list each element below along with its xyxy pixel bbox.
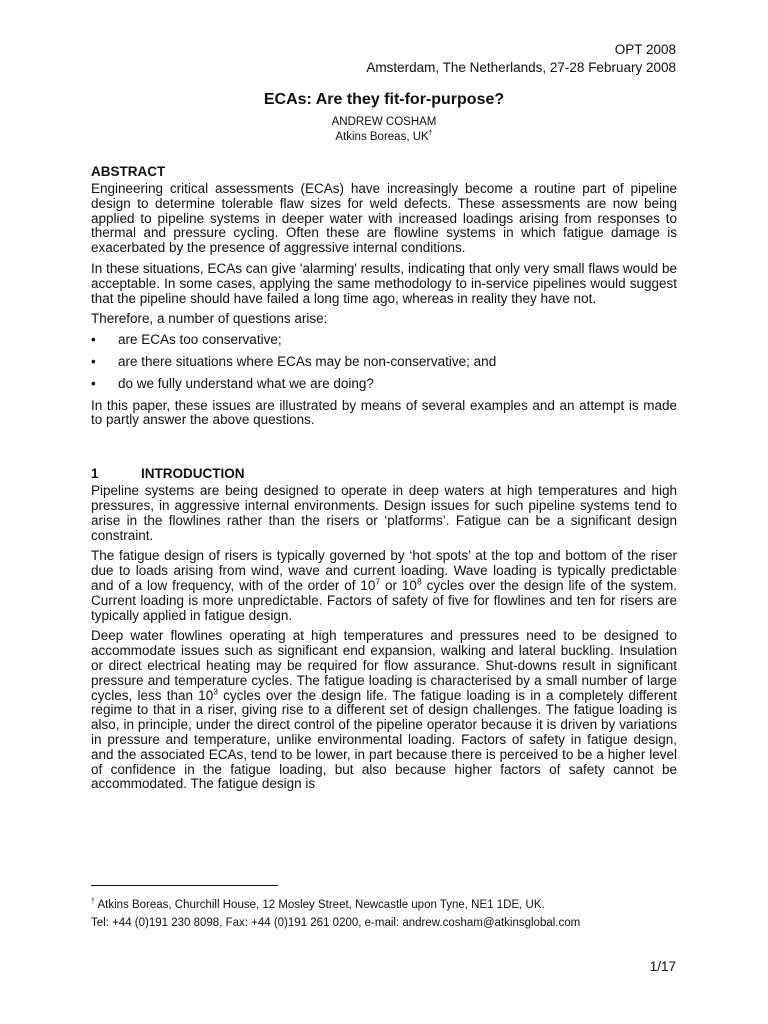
footnote-divider — [91, 885, 278, 886]
author-block — [0, 115, 768, 145]
paper-title: ECAs: Are they fit-for-purpose? — [263, 91, 505, 108]
conference-name: OPT 2008 — [614, 42, 676, 57]
author-name: ANDREW COSHAM — [331, 116, 437, 128]
page-number: 1/17 — [649, 959, 676, 974]
question-list — [91, 333, 677, 391]
conference-location: Amsterdam, The Netherlands, 27-28 February 2008 — [366, 60, 676, 75]
abstract-paragraph-2: In these situations, ECAs can give 'alarming' results, indicating that only very small flaws would be acceptable. In some cases, applying the same methodology to in-service pipelines would suggest that the pipeline should have failed a long time ago, whereas in reality they have not. — [91, 260, 677, 306]
section-heading-introduction — [91, 466, 677, 482]
footnote-contact: Tel: +44 (0)191 230 8098, Fax: +44 (0)191 261 0200, e-mail: andrew.cosham@atkinsglobal.com — [91, 917, 581, 929]
abstract-paragraph-3: Therefore, a number of questions arise: — [91, 311, 328, 327]
conference-header — [366, 41, 676, 77]
intro-paragraph-2: The fatigue design of risers is typically governed by ‘hot spots’ at the top and bottom of the riser due to loads arising from wind, wave and current loading. Wave loading is typically predictable and of a low frequency, with of the order of $10^7$ or $10^8$ cycles over the design life of the system. Current loading is more unpredictable. Factors of safety of five for flowlines and ten for risers are typically applied in fatigue design. — [91, 548, 677, 623]
list-item: • are there situations where ECAs may be non-conservative; and — [91, 355, 677, 370]
affiliation-footnote-mark: † — [428, 130, 433, 138]
abstract-paragraph-4: In this paper, these issues are illustrated by means of several examples and an attempt is made to partly answer the above questions. — [91, 397, 677, 428]
section-number: 1 — [91, 466, 99, 482]
intro-paragraph-3: Deep water flowlines operating at high temperatures and pressures need to be designed to accommodate issues such as significant end expansion, walking and lateral buckling. Insulation or direct electrical heating may be required for flow assurance. Shut-downs result in significant pressure and temperature cycles. The fatigue loading is characterised by a small number of large cycles, less than $10^3$ cycles over the design life. The fatigue loading is in a completely different regime to that in a riser, giving rise to a different set of design challenges. The fatigue loading is also, in principle, under the direct control of the pipeline operator because it is driven by variations in pressure and temperature, unlike environmental loading. Factors of safety in fatigue design, and the associated ECAs, tend to be lower, in part because there is perceived to be a higher level of confidence in the fatigue loading, but also because higher factors of safety cannot be accommodated. The fatigue design is — [91, 628, 677, 792]
section-title: INTRODUCTION — [141, 466, 245, 482]
abstract-heading: ABSTRACT — [91, 164, 166, 179]
abstract-paragraph-1: Engineering critical assessments (ECAs) have increasingly become a routine part of pipeline design to determine tolerable flaw sizes for weld defects. These assessments are now being applied to pipeline systems in deeper water with increased loadings arising from responses to thermal and pressure cycling. Often these are flowline systems in which fatigue damage is exacerbated by the presence of aggressive internal conditions. — [91, 181, 677, 256]
intro-paragraph-1: Pipeline systems are being designed to operate in deep waters at high temperatures and high pressures, in aggressive internal environments. Design issues for such pipeline systems tend to arise in the flowlines rather than the risers or ‘platforms’. Fatigue can be a significant design constraint. — [91, 483, 677, 543]
list-item: • do we fully understand what we are doing? — [91, 377, 677, 392]
author-affiliation: Atkins Boreas, UK† — [335, 130, 433, 143]
paper-body — [91, 164, 677, 798]
list-item: • are ECAs too conservative; — [91, 333, 677, 348]
footnote-address: † Atkins Boreas, Churchill House, 12 Mosley Street, Newcastle upon Tyne, NE1 1DE, UK. — [91, 898, 545, 911]
footnote — [91, 896, 691, 932]
